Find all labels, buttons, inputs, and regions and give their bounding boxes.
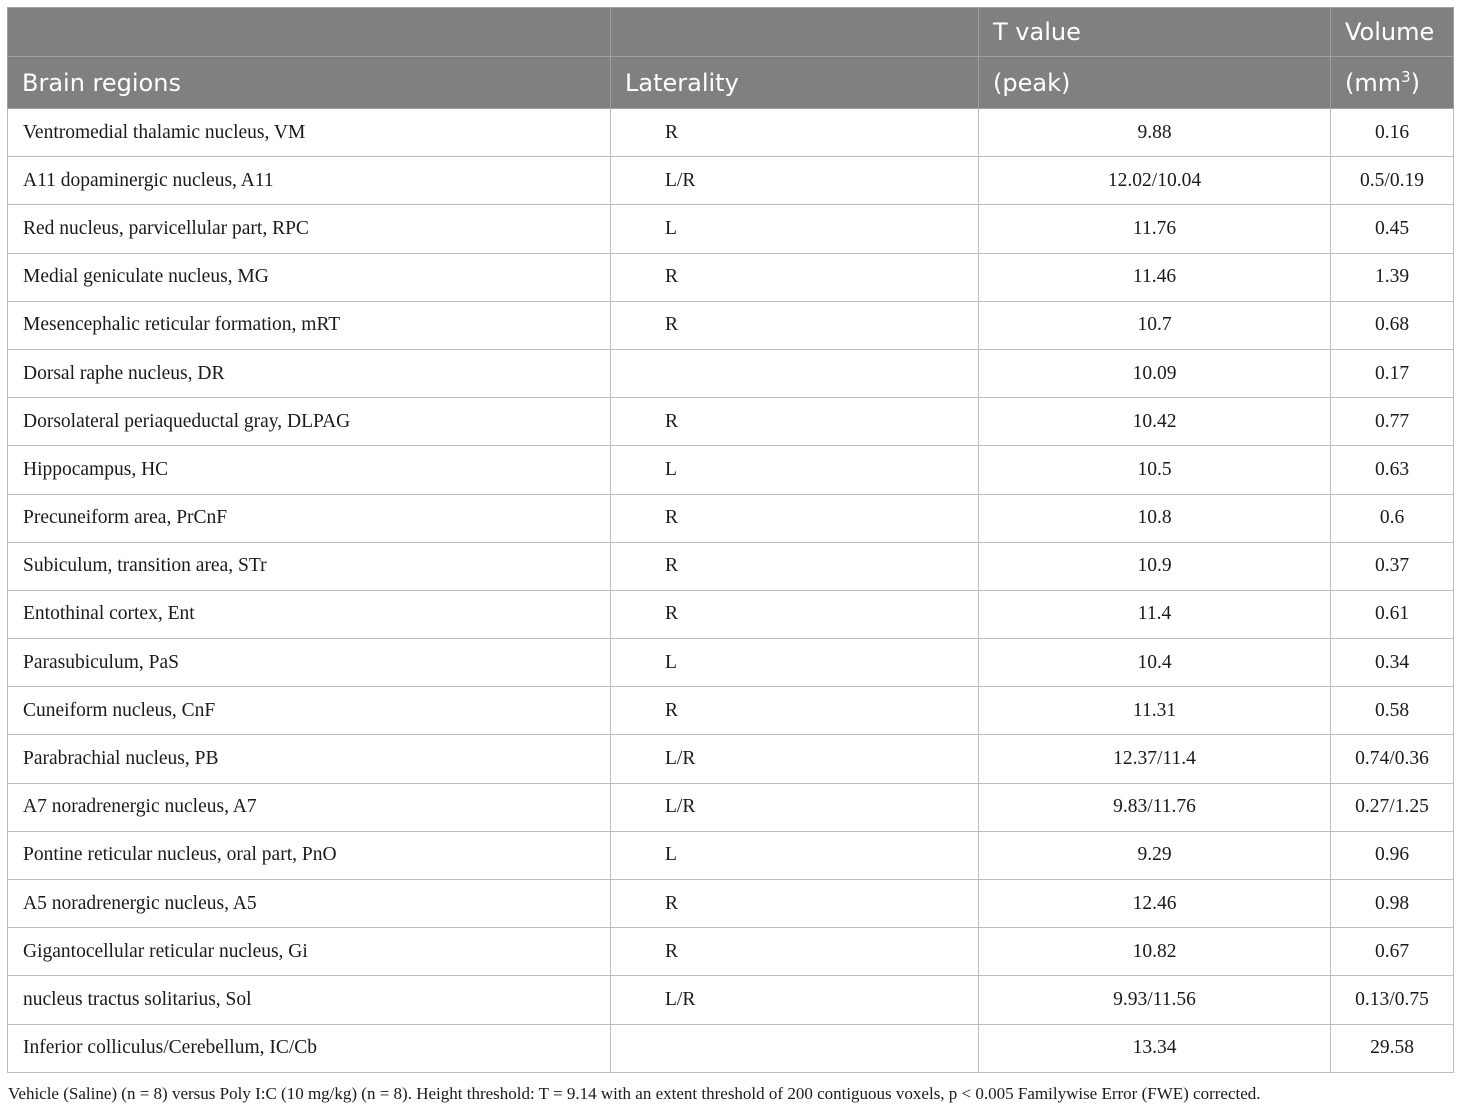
volume-cell: 0.98	[1331, 880, 1454, 928]
t-value-cell: 10.7	[979, 301, 1331, 349]
header-volume-unit	[1331, 57, 1454, 109]
table-header	[8, 8, 1454, 109]
volume-cell: 0.27/1.25	[1331, 783, 1454, 831]
table-row	[8, 735, 1454, 783]
laterality-cell: L	[611, 446, 979, 494]
laterality-cell: L/R	[611, 157, 979, 205]
region-cell: Parasubiculum, PaS	[8, 639, 611, 687]
header-brain-regions: Brain regions	[8, 57, 611, 109]
volume-cell: 0.77	[1331, 398, 1454, 446]
region-cell: Parabrachial nucleus, PB	[8, 735, 611, 783]
laterality-cell: R	[611, 109, 979, 157]
t-value-cell: 10.09	[979, 349, 1331, 397]
table-row	[8, 590, 1454, 638]
t-value-cell: 10.4	[979, 639, 1331, 687]
laterality-cell: L/R	[611, 783, 979, 831]
header-row-2	[8, 57, 1454, 109]
volume-cell: 0.17	[1331, 349, 1454, 397]
region-cell: Hippocampus, HC	[8, 446, 611, 494]
t-value-cell: 12.46	[979, 880, 1331, 928]
region-cell: A5 noradrenergic nucleus, A5	[8, 880, 611, 928]
table-row	[8, 831, 1454, 879]
laterality-cell: R	[611, 542, 979, 590]
header-t-value-line1: T value	[979, 8, 1331, 57]
table-row	[8, 1024, 1454, 1072]
region-cell: Subiculum, transition area, STr	[8, 542, 611, 590]
header-laterality: Laterality	[611, 57, 979, 109]
table-body	[8, 109, 1454, 1073]
region-cell: Mesencephalic reticular formation, mRT	[8, 301, 611, 349]
region-cell: Pontine reticular nucleus, oral part, PnO	[8, 831, 611, 879]
volume-cell: 0.34	[1331, 639, 1454, 687]
t-value-cell: 10.42	[979, 398, 1331, 446]
results-table	[7, 7, 1454, 1073]
table-row	[8, 253, 1454, 301]
t-value-cell: 12.37/11.4	[979, 735, 1331, 783]
table-footnote: Vehicle (Saline) (n = 8) versus Poly I:C (10 mg/kg) (n = 8). Height threshold: T = 9.14 with an extent threshold of 200 contiguous voxels, p < 0.005 Familywise Error (FWE) corrected.	[8, 1084, 1261, 1103]
volume-cell: 0.13/0.75	[1331, 976, 1454, 1024]
volume-cell: 29.58	[1331, 1024, 1454, 1072]
t-value-cell: 11.4	[979, 590, 1331, 638]
t-value-cell: 9.83/11.76	[979, 783, 1331, 831]
header-brain-regions-line1	[8, 8, 611, 57]
laterality-cell: R	[611, 590, 979, 638]
volume-unit-superscript: 3	[1401, 67, 1411, 86]
volume-cell: 0.74/0.36	[1331, 735, 1454, 783]
laterality-cell: R	[611, 687, 979, 735]
region-cell: Gigantocellular reticular nucleus, Gi	[8, 928, 611, 976]
volume-cell: 0.5/0.19	[1331, 157, 1454, 205]
region-cell: A7 noradrenergic nucleus, A7	[8, 783, 611, 831]
table-row	[8, 880, 1454, 928]
table-row	[8, 398, 1454, 446]
t-value-cell: 9.88	[979, 109, 1331, 157]
table-row	[8, 494, 1454, 542]
header-volume-line1: Volume	[1331, 8, 1454, 57]
volume-cell: 0.37	[1331, 542, 1454, 590]
region-cell: Medial geniculate nucleus, MG	[8, 253, 611, 301]
table-row	[8, 639, 1454, 687]
t-value-cell: 11.76	[979, 205, 1331, 253]
table-row	[8, 687, 1454, 735]
volume-unit-suffix: )	[1410, 68, 1421, 97]
region-cell: nucleus tractus solitarius, Sol	[8, 976, 611, 1024]
t-value-cell: 11.46	[979, 253, 1331, 301]
t-value-cell: 9.93/11.56	[979, 976, 1331, 1024]
t-value-cell: 10.82	[979, 928, 1331, 976]
region-cell: Ventromedial thalamic nucleus, VM	[8, 109, 611, 157]
region-cell: Cuneiform nucleus, CnF	[8, 687, 611, 735]
t-value-cell: 13.34	[979, 1024, 1331, 1072]
volume-cell: 0.58	[1331, 687, 1454, 735]
laterality-cell: R	[611, 301, 979, 349]
table-row	[8, 976, 1454, 1024]
t-value-cell: 12.02/10.04	[979, 157, 1331, 205]
laterality-cell: L	[611, 639, 979, 687]
laterality-cell: R	[611, 494, 979, 542]
header-t-value-peak: (peak)	[979, 57, 1331, 109]
results-table-container	[7, 7, 1453, 1073]
region-cell: Precuneiform area, PrCnF	[8, 494, 611, 542]
t-value-cell: 10.8	[979, 494, 1331, 542]
table-row	[8, 783, 1454, 831]
volume-cell: 0.63	[1331, 446, 1454, 494]
laterality-cell: L/R	[611, 976, 979, 1024]
t-value-cell: 11.31	[979, 687, 1331, 735]
volume-cell: 0.67	[1331, 928, 1454, 976]
region-cell: Inferior colliculus/Cerebellum, IC/Cb	[8, 1024, 611, 1072]
laterality-cell: R	[611, 398, 979, 446]
volume-cell: 0.96	[1331, 831, 1454, 879]
region-cell: Red nucleus, parvicellular part, RPC	[8, 205, 611, 253]
t-value-cell: 9.29	[979, 831, 1331, 879]
region-cell: Dorsolateral periaqueductal gray, DLPAG	[8, 398, 611, 446]
volume-unit-prefix: (mm	[1345, 68, 1402, 97]
laterality-cell: L/R	[611, 735, 979, 783]
table-row	[8, 157, 1454, 205]
t-value-cell: 10.9	[979, 542, 1331, 590]
table-row	[8, 109, 1454, 157]
volume-cell: 0.45	[1331, 205, 1454, 253]
region-cell: Dorsal raphe nucleus, DR	[8, 349, 611, 397]
volume-cell: 1.39	[1331, 253, 1454, 301]
region-cell: Entothinal cortex, Ent	[8, 590, 611, 638]
laterality-cell: R	[611, 253, 979, 301]
table-row	[8, 301, 1454, 349]
volume-cell: 0.68	[1331, 301, 1454, 349]
laterality-cell: R	[611, 880, 979, 928]
header-row-1	[8, 8, 1454, 57]
region-cell: A11 dopaminergic nucleus, A11	[8, 157, 611, 205]
table-row	[8, 349, 1454, 397]
header-laterality-line1	[611, 8, 979, 57]
t-value-cell: 10.5	[979, 446, 1331, 494]
table-row	[8, 205, 1454, 253]
laterality-cell: L	[611, 205, 979, 253]
laterality-cell: R	[611, 928, 979, 976]
laterality-cell	[611, 1024, 979, 1072]
table-row	[8, 446, 1454, 494]
laterality-cell	[611, 349, 979, 397]
table-row	[8, 542, 1454, 590]
laterality-cell: L	[611, 831, 979, 879]
volume-cell: 0.61	[1331, 590, 1454, 638]
volume-cell: 0.16	[1331, 109, 1454, 157]
volume-cell: 0.6	[1331, 494, 1454, 542]
table-row	[8, 928, 1454, 976]
